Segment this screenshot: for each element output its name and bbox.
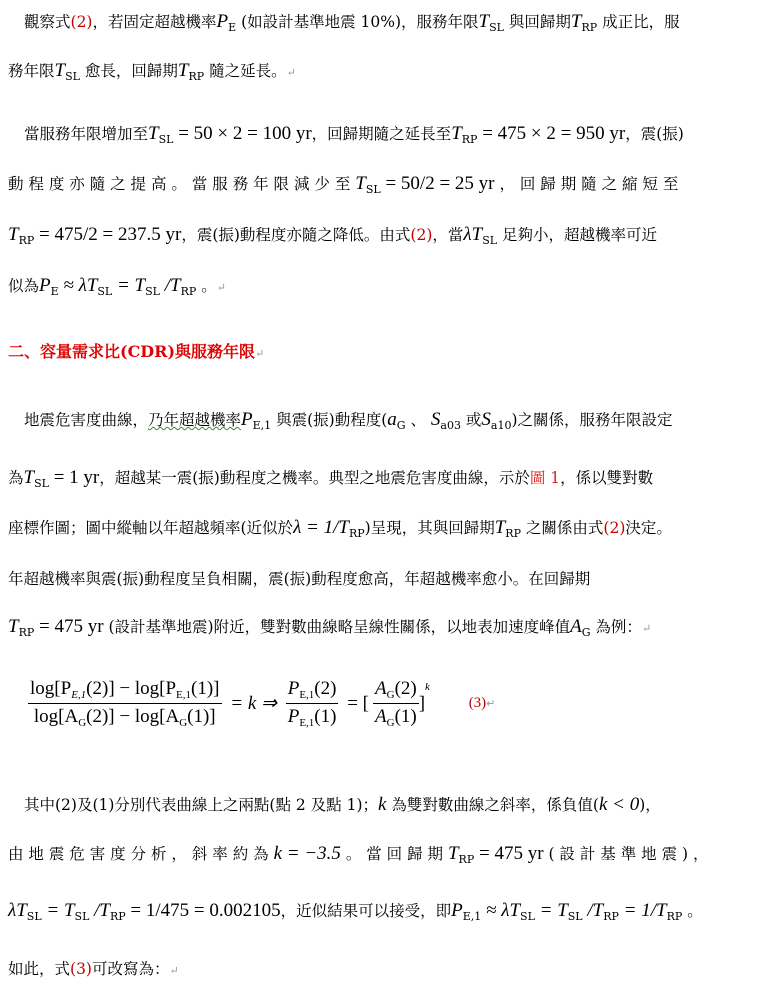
text: 當服務年限增加至 [24, 125, 149, 143]
math-subscript: G [179, 717, 188, 729]
fraction-probability-ratio [286, 678, 339, 729]
text: ( 設 計 基 準 地 震 ) ， [543, 845, 709, 863]
math-expression: = 1 yr [48, 467, 100, 488]
paragraph-mark-icon: ↵ [486, 698, 496, 710]
math-subscript: G [386, 689, 395, 701]
math-expression: (2)] − log[P [86, 678, 177, 699]
close-bracket: ] [418, 692, 426, 714]
math-expression: = 50 × 2 = 100 yr [173, 123, 312, 144]
math-subscript: RP [18, 234, 35, 247]
text: ，當 [432, 226, 464, 244]
math-expression: (1) [314, 706, 337, 727]
math-expression: (1) [394, 706, 417, 727]
math-symbol: P [287, 706, 300, 727]
math-symbol: A [375, 706, 387, 727]
text: 務年限 [8, 62, 55, 80]
text: (設計基準地震)附近，雙對數曲線略呈線性關係，以地表加速度峰值 [103, 618, 571, 636]
para5-line1 [8, 955, 760, 985]
math-subscript: SL [145, 285, 160, 298]
math-subscript: RP [188, 70, 205, 83]
math-subscript: SL [158, 133, 174, 146]
math-subscript: SL [365, 183, 381, 196]
math-subscript: E [228, 21, 237, 34]
equation-ref: (3) [70, 960, 92, 978]
math-symbol: T [355, 173, 366, 194]
para3-line5 [8, 613, 760, 647]
para2-line4 [8, 272, 760, 306]
math-expression: λ = 1/T [293, 517, 349, 538]
math-symbol: T [494, 517, 506, 538]
math-expression: (2) [394, 678, 417, 699]
figure-ref-link[interactable]: 圖 1 [529, 469, 561, 487]
text: 決定。 [625, 519, 672, 537]
text: 如此，式 [8, 960, 71, 978]
math-expression: = 1/475 = 0.002105 [125, 900, 281, 921]
math-symbol: T [570, 11, 582, 32]
math-expression: log[A [33, 706, 79, 727]
math-subscript: E,1 [71, 689, 87, 701]
text: 或 [460, 411, 482, 429]
math-subscript: RP [458, 853, 475, 866]
math-subscript: RP [666, 910, 683, 923]
math-symbol: T [8, 224, 19, 245]
equation-3 [28, 678, 728, 748]
math-expression: /T [89, 900, 110, 921]
math-subscript: RP [603, 910, 619, 923]
text: 觀察式 [24, 13, 71, 31]
text: 為 [8, 469, 24, 487]
math-symbol: S [481, 409, 491, 430]
section-heading-text: 二、容量需求比(CDR)與服務年限 [8, 342, 256, 361]
para3-line1 [8, 406, 767, 440]
text: )， [639, 796, 661, 814]
para3-line2 [8, 464, 760, 498]
math-subscript: RP [461, 133, 478, 146]
math-expression: /T [159, 275, 181, 296]
math-expression: = 50/2 = 25 yr [380, 173, 495, 194]
math-subscript: G [386, 717, 395, 729]
math-expression: = 1/T [618, 900, 667, 921]
math-expression: k < 0 [598, 794, 640, 815]
equals-k-implies: = k ⇒ [230, 693, 277, 714]
text: ，近似結果可以接受，即 [280, 902, 452, 920]
para3-line3 [8, 514, 760, 548]
math-expression: = 475/2 = 237.5 yr [34, 224, 182, 245]
equation-ref: (2) [70, 13, 93, 31]
text: )之關係，服務年限設定 [511, 411, 673, 429]
math-subscript: G [581, 626, 591, 639]
math-subscript: a03 [440, 419, 461, 432]
math-subscript: G [396, 419, 406, 432]
math-symbol: P [451, 900, 463, 921]
math-subscript: RP [109, 910, 126, 923]
math-expression: log[P [30, 678, 72, 699]
text: ， 回 歸 期 隨 之 縮 短 至 [499, 175, 679, 193]
equation-ref: (2) [410, 226, 433, 244]
text: (如設計基準地震 10%)，服務年限 [236, 13, 479, 31]
math-symbol: λT [8, 900, 27, 921]
paragraph-mark-icon: ↵ [286, 66, 296, 79]
fraction-denominator [28, 704, 222, 729]
math-subscript: RP [505, 527, 521, 540]
para4-line1 [8, 791, 767, 819]
text: )呈現，其與回歸期 [364, 519, 495, 537]
paragraph-mark-icon: ↵ [641, 622, 652, 635]
text: 年超越機率與震(振)動程度呈負相關，震(振)動程度愈高，年超越機率愈小。在回歸期 [8, 570, 591, 588]
math-symbol: A [570, 616, 582, 637]
text: 愈長，回歸期 [79, 62, 178, 80]
para4-line2 [8, 840, 760, 874]
math-subscript: E,1 [299, 689, 315, 701]
math-subscript: RP [348, 527, 365, 540]
para4-line3 [8, 897, 760, 931]
text: 成正比，服 [597, 13, 680, 31]
math-expression: ≈ λT [58, 275, 98, 296]
math-symbol: T [54, 60, 66, 81]
math-expression: = 475 × 2 = 950 yr [477, 123, 626, 144]
math-expression: ≈ λT [481, 900, 521, 921]
fraction-acceleration-ratio [373, 678, 419, 729]
grammar-underlined-text: 乃年超越機率 [148, 411, 242, 429]
math-symbol: T [148, 123, 159, 144]
math-subscript: E,1 [462, 910, 482, 923]
text: 。 [196, 277, 217, 295]
para3-line4 [8, 565, 760, 593]
math-subscript: SL [567, 910, 583, 923]
text: 、 [405, 411, 431, 429]
text: 。 當 回 歸 期 [340, 845, 444, 863]
math-subscript: E,1 [299, 717, 315, 729]
text: 可改寫為： [91, 960, 170, 978]
math-subscript: G [78, 717, 87, 729]
math-symbol: T [177, 60, 189, 81]
fraction-log-ratio [28, 678, 222, 729]
text: ，震(振)動程度亦隨之降低。由式 [181, 226, 411, 244]
math-expression: (2) [314, 678, 337, 699]
math-subscript: SL [65, 70, 80, 83]
paragraph-mark-icon: ↵ [255, 347, 265, 360]
text: 由 地 震 危 害 度 分 析 ， 斜 率 約 為 [8, 845, 269, 863]
math-subscript: RP [180, 285, 197, 298]
text: 其中(2)及(1)分別代表曲線上之兩點(點 2 及點 1)； [24, 796, 379, 814]
math-expression: (1)] [187, 706, 216, 727]
math-subscript: a10 [490, 419, 512, 432]
equals-bracket: = [ [347, 692, 369, 714]
math-symbol: T [478, 11, 490, 32]
math-subscript: SL [26, 910, 42, 923]
para1-line2 [8, 57, 760, 91]
math-symbol: P [39, 275, 51, 296]
fraction-denominator [286, 704, 339, 729]
paragraph-mark-icon: ↵ [169, 964, 179, 977]
math-symbol: T [23, 467, 35, 488]
math-subscript: RP [581, 21, 598, 34]
math-subscript: E,1 [252, 419, 272, 432]
math-subscript: SL [97, 285, 113, 298]
text: 座標作圖；圖中縱軸以年超越頻率(近似於 [8, 519, 294, 537]
para1-line1 [8, 8, 767, 42]
math-symbol: A [375, 678, 387, 699]
math-expression: = 475 yr [34, 616, 104, 637]
para2-line2 [8, 170, 760, 204]
section-heading [8, 338, 760, 368]
math-symbol: k [378, 794, 387, 815]
text: 隨之延長。 [204, 62, 287, 80]
fraction-numerator [373, 678, 419, 704]
text: 與回歸期 [503, 13, 571, 31]
fraction-denominator [373, 704, 419, 729]
para2-line3 [8, 221, 760, 255]
text: 地震危害度曲線， [24, 411, 149, 429]
math-expression: = T [112, 275, 146, 296]
text: ，震(振) [625, 125, 684, 143]
math-expression: = T [41, 900, 75, 921]
math-symbol: a [387, 409, 397, 430]
exponent: k [425, 680, 430, 693]
math-symbol: T [8, 616, 19, 637]
text: 。 [682, 902, 703, 920]
para2-line1 [8, 120, 767, 154]
text: 為雙對數曲線之斜率，係負值( [386, 796, 599, 814]
math-subscript: SL [74, 910, 90, 923]
text: 似為 [8, 277, 40, 295]
math-subscript: RP [18, 626, 35, 639]
text: ，回歸期隨之延長至 [311, 125, 452, 143]
math-subscript: E [50, 285, 59, 298]
math-symbol: λT [463, 224, 483, 245]
math-symbol: P [287, 678, 300, 699]
math-symbol: T [447, 843, 459, 864]
text: 與震(振)動程度( [271, 411, 388, 429]
math-subscript: SL [34, 477, 49, 490]
fraction-numerator [286, 678, 339, 704]
math-symbol: T [451, 123, 462, 144]
text: 足夠小，超越機率可近 [497, 226, 657, 244]
math-symbol: S [430, 409, 441, 430]
math-subscript: SL [489, 21, 504, 34]
math-subscript: SL [482, 234, 498, 247]
math-expression: (1)] [191, 678, 220, 699]
math-subscript: E,1 [176, 689, 192, 701]
text: 為例： [590, 618, 642, 636]
math-subscript: SL [520, 910, 535, 923]
equation-ref: (2) [603, 519, 626, 537]
fraction-numerator [28, 678, 222, 704]
math-symbol: P [216, 11, 229, 32]
math-expression: (2)] − log[A [86, 706, 180, 727]
equation-number: (3) [468, 695, 487, 711]
paragraph-mark-icon: ↵ [216, 281, 226, 294]
math-expression: = 475 yr [474, 843, 544, 864]
text: ，超越某一震(振)動程度之機率。典型之地震危害度曲線，示於 [99, 469, 530, 487]
math-expression: k = −3.5 [273, 843, 341, 864]
math-symbol: P [241, 409, 253, 430]
text: 之關係由式 [520, 519, 604, 537]
text: ，若固定超越機率 [92, 13, 217, 31]
math-expression: /T [582, 900, 604, 921]
text: 動 程 度 亦 隨 之 提 高 。 當 服 務 年 限 減 少 至 [8, 175, 351, 193]
text: ，係以雙對數 [560, 469, 654, 487]
math-expression: = T [534, 900, 568, 921]
